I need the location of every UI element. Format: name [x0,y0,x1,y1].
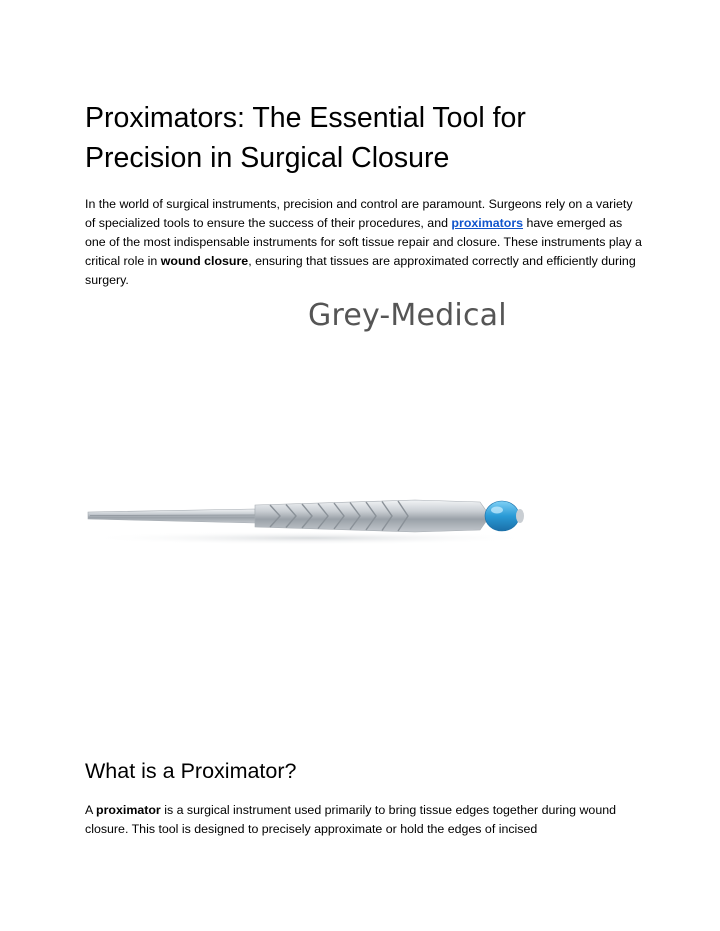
wound-closure-bold: wound closure [160,254,249,268]
section-text-2: is a surgical instrument used primarily to bring tissue edges together during wound closure. This tool is designed to precisely approximate or hold the edges of incised [85,803,616,836]
product-image [80,292,550,592]
intro-text-3: , ensuring that tissues are approximated correctly and efficiently during surgery. [85,254,636,287]
intro-text-1: In the world of surgical instruments, precision and control are paramount. Surgeons rely on a variety of specialized tools to ensure the success of their procedures, and [85,197,633,230]
intro-text-2: have emerged as one of the most indispensable instruments for soft tissue repair and closure. These instruments play a critical role in [85,216,642,268]
section-paragraph [85,801,645,839]
section-heading: What is a Proximator? [85,759,297,783]
intro-paragraph [85,195,645,290]
proximators-link[interactable]: proximators [451,216,524,230]
section-text-1: A [85,803,97,817]
page-title: Proximators: The Essential Tool for Precision in Surgical Closure [85,102,526,174]
grey-medical-logo: Grey-Medical [308,298,507,333]
proximator-instrument-icon [80,488,540,558]
proximator-bold: proximator [96,803,161,817]
